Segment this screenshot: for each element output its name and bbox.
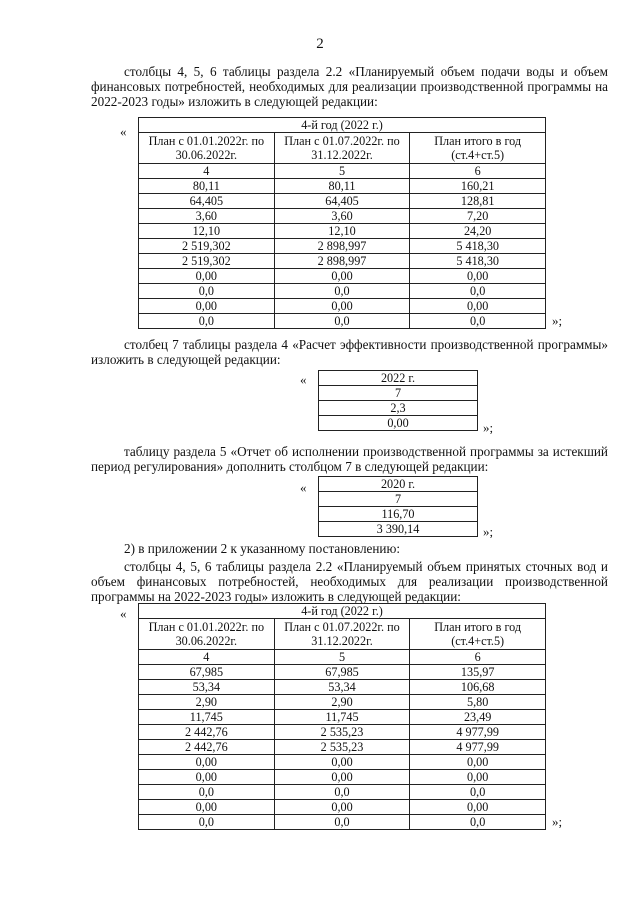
table-row: [139, 755, 546, 770]
page-number: 2: [316, 36, 324, 52]
table-2: [318, 370, 478, 431]
table-cell: 64,405: [139, 194, 275, 209]
table-row: [139, 224, 546, 239]
table-row: [139, 650, 546, 665]
table-header-cell: План с 01.07.2022г. по 31.12.2022г.: [274, 619, 410, 650]
table-cell: 6: [410, 650, 546, 665]
table-cell: 0,00: [410, 269, 546, 284]
table-cell: 0,00: [139, 755, 275, 770]
table-header-row: [139, 133, 546, 164]
table-cell: 7: [319, 386, 478, 401]
table-cell: 7,20: [410, 209, 546, 224]
table-cell: 11,745: [139, 710, 275, 725]
table-cell: 0,0: [139, 785, 275, 800]
table-cell: 4: [139, 650, 275, 665]
table-header-cell: План с 01.01.2022г. по 30.06.2022г.: [139, 619, 275, 650]
table-cell: 2 898,997: [274, 254, 410, 269]
table-cell: 23,49: [410, 710, 546, 725]
table-cell: 0,00: [274, 755, 410, 770]
paragraph-1: столбцы 4, 5, 6 таблицы раздела 2.2 «Планируемый объем подачи воды и объем финансовых потребностей, необходимых для реализации производственной программы на 2022-2023 годы» изложить в следующей редакции:: [91, 64, 608, 109]
table-row: [319, 477, 478, 492]
table-row: [139, 725, 546, 740]
table-row: [139, 194, 546, 209]
table-cell: 4 977,99: [410, 740, 546, 755]
table-header-cell: План с 01.07.2022г. по 31.12.2022г.: [274, 133, 410, 164]
table-cell: 24,20: [410, 224, 546, 239]
table-cell: 128,81: [410, 194, 546, 209]
table-header-cell: План итого в год (ст.4+ст.5): [410, 619, 546, 650]
table-row: [139, 239, 546, 254]
table-cell: 160,21: [410, 179, 546, 194]
table-3: [318, 476, 478, 537]
table-cell: 0,0: [410, 815, 546, 830]
table-cell: 135,97: [410, 665, 546, 680]
table-cell: 0,00: [410, 800, 546, 815]
open-quote: «: [120, 124, 127, 139]
table-cell: 0,0: [139, 284, 275, 299]
table-cell: 5 418,30: [410, 254, 546, 269]
table-row: [139, 800, 546, 815]
table-cell: 53,34: [274, 680, 410, 695]
table-title-row: [139, 118, 546, 133]
table-cell: 5: [274, 650, 410, 665]
table-row: [139, 710, 546, 725]
table-cell: 2 535,23: [274, 740, 410, 755]
table-1: [138, 117, 546, 329]
close-quote-4: »;: [552, 814, 563, 829]
table-cell: 2 442,76: [139, 740, 275, 755]
table-cell: 0,0: [410, 785, 546, 800]
table-row: [139, 269, 546, 284]
table-row: [139, 254, 546, 269]
table-cell: 0,00: [274, 800, 410, 815]
table-cell: 2020 г.: [319, 477, 478, 492]
table-cell: 0,00: [410, 755, 546, 770]
table-cell: 12,10: [274, 224, 410, 239]
table-cell: 11,745: [274, 710, 410, 725]
table-cell: 2 519,302: [139, 254, 275, 269]
table-cell: 6: [410, 164, 546, 179]
table-header-cell: План итого в год (ст.4+ст.5): [410, 133, 546, 164]
table-row: [319, 522, 478, 537]
open-quote-3: «: [300, 480, 307, 495]
table-cell: 116,70: [319, 507, 478, 522]
table-cell: 64,405: [274, 194, 410, 209]
table-cell: 0,00: [319, 416, 478, 431]
table-cell: 2 535,23: [274, 725, 410, 740]
table-title-row: [139, 604, 546, 619]
table-cell: 4: [139, 164, 275, 179]
table-cell: 0,00: [139, 269, 275, 284]
table-cell: 0,00: [139, 770, 275, 785]
table-cell: 2022 г.: [319, 371, 478, 386]
table-row: [139, 179, 546, 194]
table-row: [139, 299, 546, 314]
table-row: [139, 770, 546, 785]
close-quote-3: »;: [483, 524, 494, 539]
table-row: [139, 209, 546, 224]
table-cell: 0,0: [139, 815, 275, 830]
table-header-cell: План с 01.01.2022г. по 30.06.2022г.: [139, 133, 275, 164]
table-cell: 0,00: [410, 299, 546, 314]
table-cell: 2 519,302: [139, 239, 275, 254]
table-cell: 2,90: [274, 695, 410, 710]
table-cell: 0,00: [139, 800, 275, 815]
table-cell: 0,0: [274, 815, 410, 830]
table-cell: 106,68: [410, 680, 546, 695]
table-cell: 3,60: [274, 209, 410, 224]
table-cell: 0,0: [274, 314, 410, 329]
table-cell: 0,0: [410, 284, 546, 299]
table-cell: 2 898,997: [274, 239, 410, 254]
table-cell: 2,90: [139, 695, 275, 710]
table-cell: 67,985: [274, 665, 410, 680]
table-row: [319, 416, 478, 431]
table-row: [319, 492, 478, 507]
table-cell: 0,00: [274, 269, 410, 284]
table-cell: 80,11: [139, 179, 275, 194]
table-row: [319, 507, 478, 522]
table-cell: 7: [319, 492, 478, 507]
table-cell: 0,0: [274, 785, 410, 800]
table-row: [319, 401, 478, 416]
table-row: [139, 284, 546, 299]
paragraph-5: столбцы 4, 5, 6 таблицы раздела 2.2 «Планируемый объем принятых сточных вод и объем финансовых потребностей, необходимых для реализации производственной программы на 2022-2023 годы» изложить в следующей редакции:: [91, 559, 608, 604]
table-row: [139, 740, 546, 755]
table-row: [139, 680, 546, 695]
table-cell: 3 390,14: [319, 522, 478, 537]
table-header-row: [139, 619, 546, 650]
table-cell: 2,3: [319, 401, 478, 416]
table-cell: 3,60: [139, 209, 275, 224]
table-row: [139, 314, 546, 329]
table-row: [139, 695, 546, 710]
table-row: [139, 665, 546, 680]
table-cell: 0,0: [139, 314, 275, 329]
table-cell: 0,0: [274, 284, 410, 299]
table-cell: 5,80: [410, 695, 546, 710]
table-cell: 0,0: [410, 314, 546, 329]
close-quote: »;: [552, 313, 563, 328]
table-cell: 0,00: [274, 770, 410, 785]
table-cell: 0,00: [410, 770, 546, 785]
table-row: [319, 386, 478, 401]
table-cell: 5 418,30: [410, 239, 546, 254]
paragraph-2: столбец 7 таблицы раздела 4 «Расчет эффективности производственной программы» изложить в следующей редакции:: [91, 337, 608, 367]
table-cell: 80,11: [274, 179, 410, 194]
table-cell: 4 977,99: [410, 725, 546, 740]
table-cell: 53,34: [139, 680, 275, 695]
table-cell: 5: [274, 164, 410, 179]
table-row: [139, 164, 546, 179]
open-quote-4: «: [120, 606, 127, 621]
table-header-cell: 4-й год (2022 г.): [139, 604, 546, 619]
table-cell: 67,985: [139, 665, 275, 680]
table-cell: 2 442,76: [139, 725, 275, 740]
table-row: [319, 371, 478, 386]
table-row: [139, 815, 546, 830]
table-row: [139, 785, 546, 800]
table-cell: 0,00: [139, 299, 275, 314]
open-quote-2: «: [300, 372, 307, 387]
close-quote-2: »;: [483, 420, 494, 435]
paragraph-3: таблицу раздела 5 «Отчет об исполнении производственной программы за истекший период регулирования» дополнить столбцом 7 в следующей редакции:: [91, 444, 608, 474]
table-cell: 0,00: [274, 299, 410, 314]
paragraph-4: 2) в приложении 2 к указанному постановлению:: [124, 541, 401, 556]
table-cell: 12,10: [139, 224, 275, 239]
table-header-cell: 4-й год (2022 г.): [139, 118, 546, 133]
table-4: [138, 603, 546, 830]
